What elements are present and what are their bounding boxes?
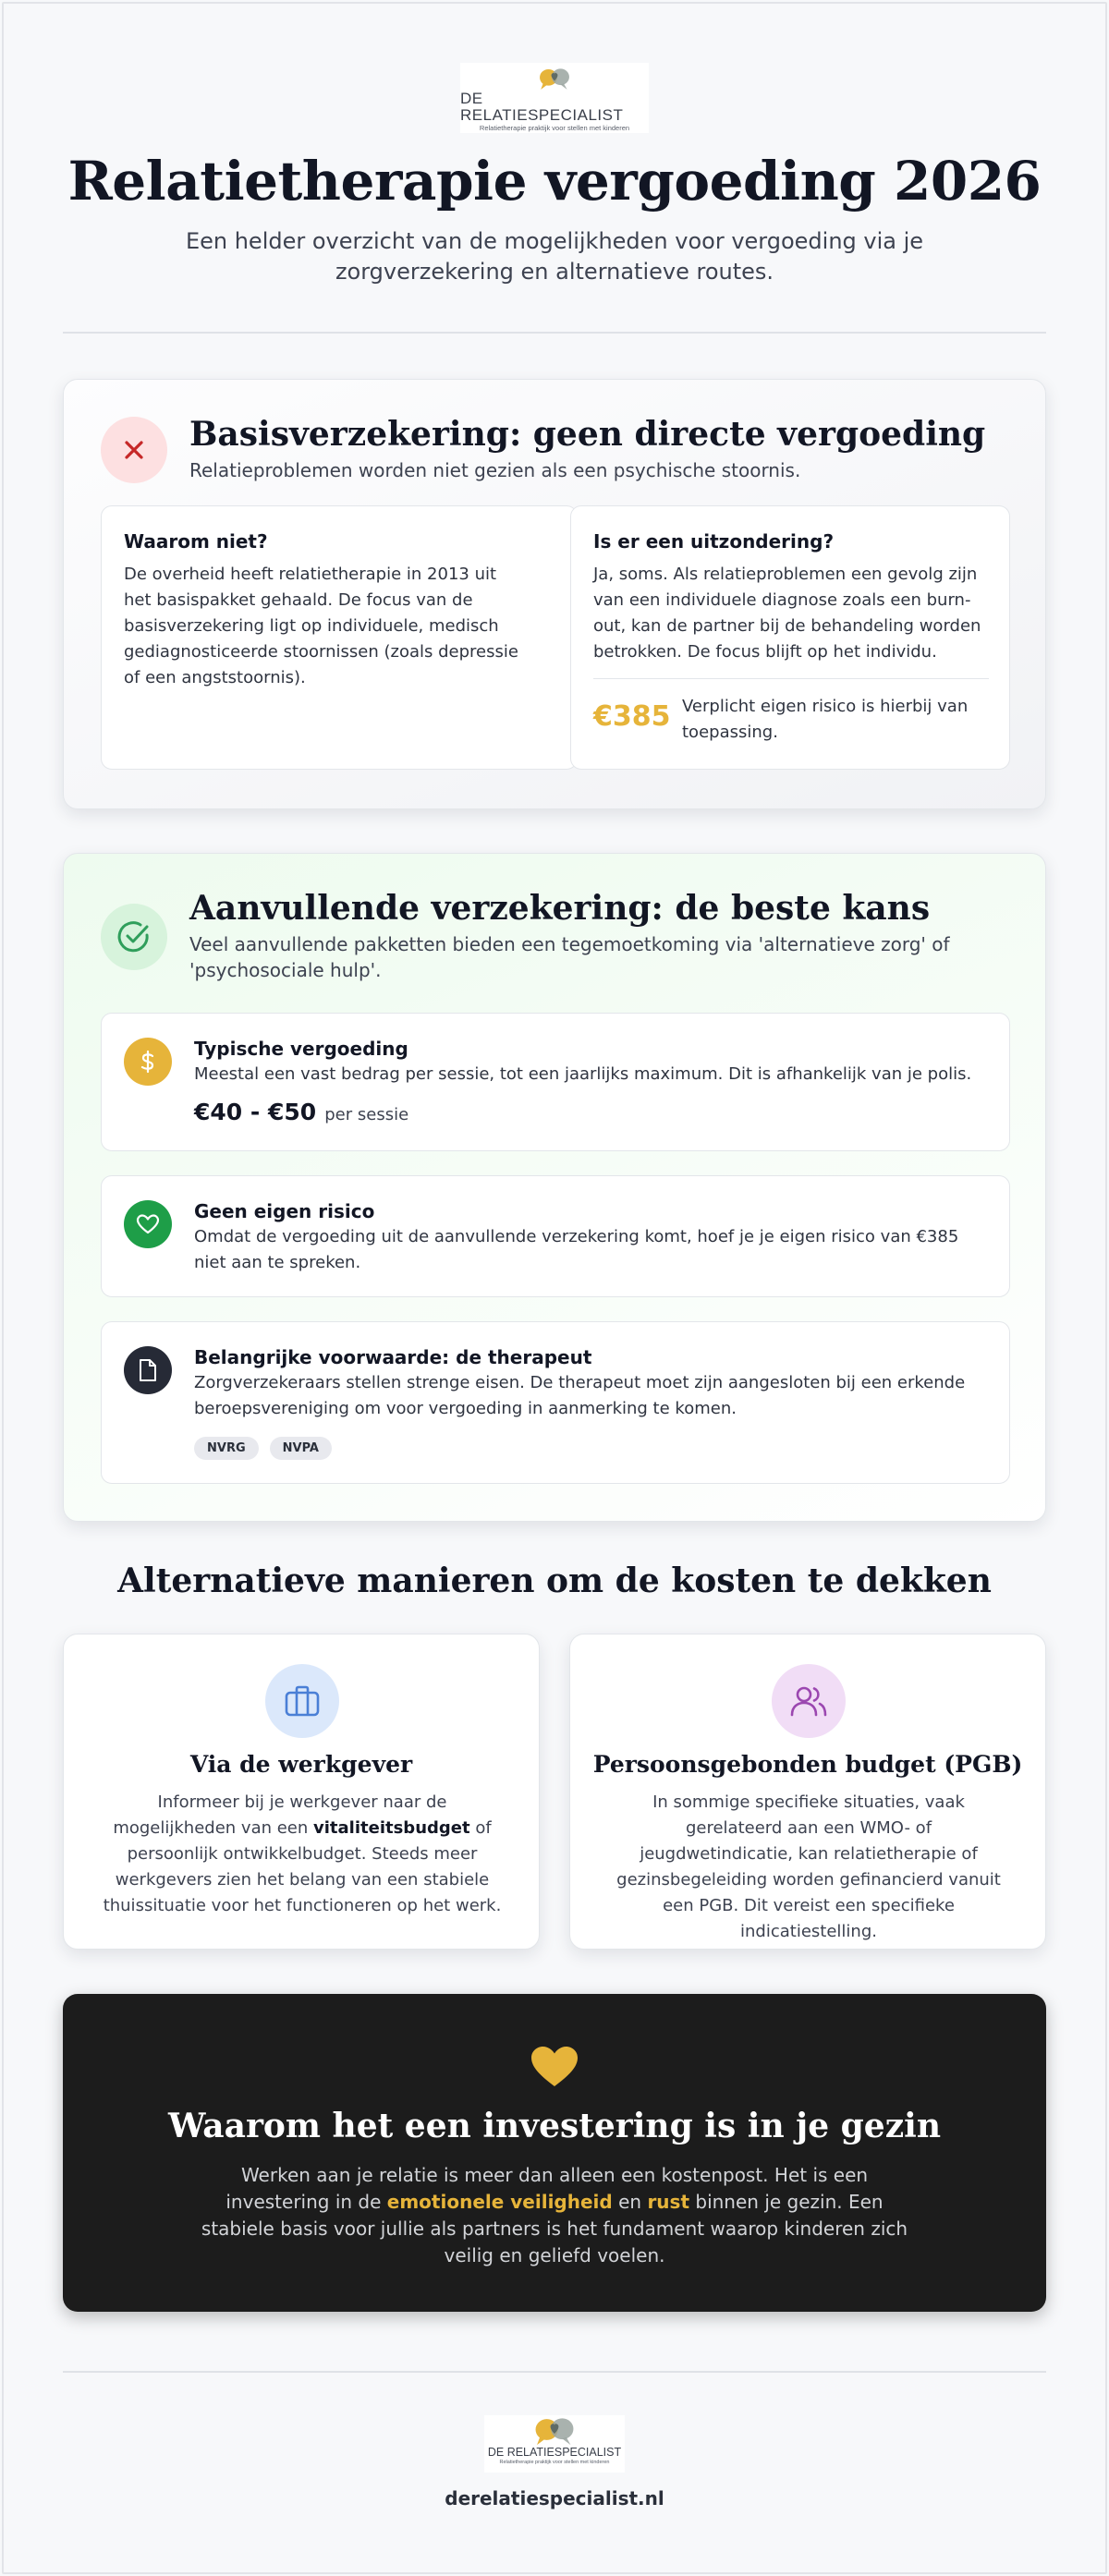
logo-speech-bubbles-icon — [531, 2415, 578, 2447]
aanvullend-title: Aanvullende verzekering: de beste kans — [189, 889, 931, 928]
exception-heading: Is er een uitzondering? — [593, 530, 835, 553]
check-circle-icon — [101, 904, 167, 970]
werkgever-text — [101, 1790, 504, 1919]
investering-text-part: binnen je gezin. Een stabiele basis voor jullie als partners is het fundament waarop kinderen zich veilig en geliefd voelen. — [201, 2191, 908, 2266]
beroepsvereniging-tags — [194, 1437, 343, 1460]
briefcase-icon — [265, 1664, 339, 1738]
heart-icon — [529, 2044, 580, 2094]
page-title: Relatietherapie vergoeding 2026 — [67, 150, 1042, 213]
pgb-heading: Persoonsgebonden budget (PGB) — [592, 1751, 1023, 1778]
footer-divider — [63, 2371, 1046, 2373]
brand-tagline: Relatietherapie praktijk voor stellen met kinderen — [479, 124, 630, 132]
dollar-icon — [124, 1038, 172, 1086]
why-not-card — [101, 505, 578, 770]
eigen-risico-note: Verplicht eigen risico is hierbij van toepassing. — [682, 697, 969, 742]
website-link[interactable]: derelatiespecialist.nl — [445, 2487, 664, 2509]
footer-logo[interactable] — [484, 2415, 625, 2473]
page-subtitle: Een helder overzicht van de mogelijkheden voor vergoeding via je zorgverzekering en alternatieve routes. — [185, 228, 924, 285]
investering-text-part: Werken aan je relatie is meer dan alleen een kostenpost. Het is een investering in de — [225, 2164, 869, 2213]
highlight-emotionele-veiligheid: emotionele veiligheid — [386, 2191, 613, 2213]
typische-vergoeding-amount-row — [194, 1099, 408, 1125]
investering-text — [192, 2162, 917, 2269]
exception-text: Ja, soms. Als relatieproblemen een gevolg zijn van een individuele diagnose zoals een burn-out, kan de partner bij de behandeling worden betrokken. De focus blijft op het individu. — [593, 565, 981, 662]
vergoeding-unit: per sessie — [324, 1105, 409, 1124]
basis-subtitle: Relatieproblemen worden niet gezien als een psychische stoornis. — [189, 459, 801, 481]
why-not-heading: Waarom niet? — [124, 530, 268, 553]
users-icon — [772, 1664, 846, 1738]
basis-section — [63, 379, 1046, 809]
geen-eigen-risico-heading: Geen eigen risico — [194, 1200, 375, 1222]
werkgever-card — [63, 1634, 540, 1950]
tag-nvpa: NVPA — [270, 1437, 332, 1460]
header-divider — [63, 332, 1046, 334]
aanvullend-section — [63, 853, 1046, 1522]
aanvullend-subtitle: Veel aanvullende pakketten bieden een tegemoetkoming via 'alternatieve zorg' of 'psychosociale hulp'. — [189, 933, 950, 981]
vergoeding-amount: €40 - €50 — [194, 1099, 317, 1125]
pgb-card — [569, 1634, 1046, 1950]
logo-speech-bubbles-icon — [524, 67, 585, 91]
vitaliteitsbudget-bold: vitaliteitsbudget — [313, 1818, 470, 1838]
footer-brand-tagline: Relatietherapie praktijk voor stellen met kinderen — [499, 2460, 610, 2465]
document-icon — [124, 1346, 172, 1394]
werkgever-text-part: of persoonlijk ontwikkelbudget. Steeds meer werkgevers zien het belang van een stabiele thuissituatie voor het functioneren op het werk. — [103, 1818, 502, 1915]
typische-vergoeding-text: Meestal een vast bedrag per sessie, tot een jaarlijks maximum. Dit is afhankelijk van je polis. — [194, 1064, 972, 1084]
werkgever-text-part: Informeer bij je werkgever naar de mogelijkheden van een — [113, 1792, 447, 1838]
tag-nvrg: NVRG — [194, 1437, 259, 1460]
heart-icon — [124, 1200, 172, 1248]
voorwaarde-therapeut-card — [101, 1321, 1010, 1484]
typische-vergoeding-card — [101, 1013, 1010, 1151]
geen-eigen-risico-text: Omdat de vergoeding uit de aanvullende verzekering komt, hoef je je eigen risico van €385 niet aan te spreken. — [194, 1227, 959, 1272]
typische-vergoeding-heading: Typische vergoeding — [194, 1038, 408, 1060]
werkgever-heading: Via de werkgever — [189, 1751, 413, 1778]
voorwaarde-text: Zorgverzekeraars stellen strenge eisen. De therapeut moet zijn aangesloten bij een erkende beroepsvereniging om voor vergoeding in aanmerking te komen. — [194, 1373, 966, 1418]
brand-name: DE RELATIESPECIALIST — [460, 90, 624, 124]
brand-logo[interactable] — [460, 63, 649, 133]
investering-text-part: en — [612, 2191, 648, 2213]
highlight-rust: rust — [647, 2191, 690, 2213]
alternatives-title: Alternatieve manieren om de kosten te dekken — [117, 1561, 992, 1600]
footer-brand-name: DE RELATIESPECIALIST — [487, 2446, 622, 2459]
exception-card — [570, 505, 1010, 770]
investering-section — [63, 1994, 1046, 2312]
voorwaarde-heading: Belangrijke voorwaarde: de therapeut — [194, 1346, 592, 1368]
investering-title: Waarom het een investering is in je gezin — [168, 2107, 941, 2145]
x-icon — [101, 417, 167, 483]
pgb-text: In sommige specifieke situaties, vaak gerelateerd aan een WMO- of jeugdwetindicatie, kan relatietherapie of gezinsbegeleiding worden gefinancierd vanuit een PGB. Dit vereist een specifieke indicatiestelling. — [616, 1792, 1001, 1941]
exception-divider — [593, 678, 989, 679]
eigen-risico-amount: €385 — [593, 700, 671, 733]
geen-eigen-risico-card — [101, 1175, 1010, 1297]
basis-title: Basisverzekering: geen directe vergoeding — [189, 415, 986, 454]
why-not-text: De overheid heeft relatietherapie in 2013 uit het basispakket gehaald. De focus van de basisverzekering ligt op individuele, medisch gediagnosticeerde stoornissen (zoals depressie of een angststoornis). — [124, 565, 518, 687]
